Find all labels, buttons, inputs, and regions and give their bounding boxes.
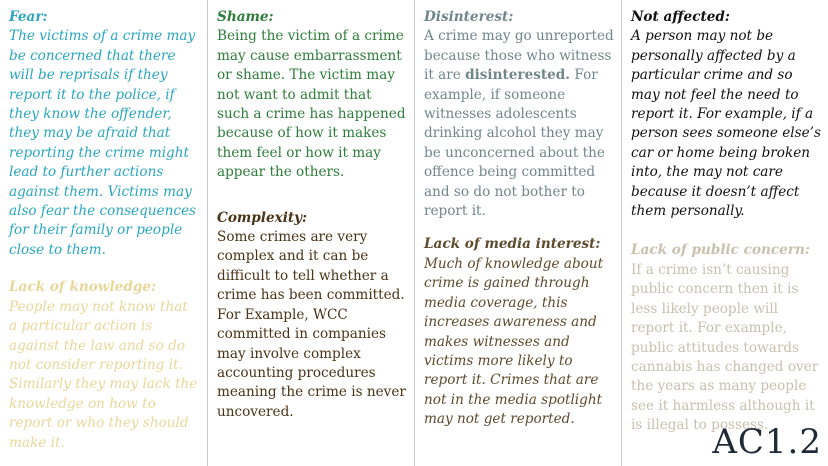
fear-heading: Fear:: [9, 9, 48, 25]
disinterest-text-after: For example, if someone witnesses adolescents drinking alcohol they may be unconcerned about the offence being committed and so do not bother to report it.: [424, 67, 605, 220]
shame-heading: Shame:: [217, 9, 274, 25]
complexity-text: Some crimes are very complex and it can be difficult to tell whether a crime has been committed. For Example, WCC committed in companies may involve complex accounting procedures meaning the crime is never uncovered.: [217, 229, 406, 420]
lack-of-public-concern-text: If a crime isn’t causing public concern then it is less likely people will report it. For example, public attitudes towards cannabis has changed over the years as many people see it harmless although it is illegal to possess.: [631, 261, 819, 434]
disinterest-heading: Disinterest:: [424, 9, 514, 25]
lack-of-media-interest-text: Much of knowledge about crime is gained through media coverage, this increases awareness and makes witnesses and victims more likely to report it. Crimes that are not in the media spotlight may not get reported.: [424, 255, 604, 428]
disinterest-section: [424, 8, 614, 221]
lack-of-media-interest-section: [424, 235, 614, 429]
complexity-heading: Complexity:: [217, 209, 308, 226]
lack-of-media-interest-heading: Lack of media interest:: [424, 236, 601, 253]
shame-text: Being the victim of a crime may cause embarrassment or shame. The victim may not want to admit that such a crime has happened because of how it makes them feel or how it may appear the others.: [217, 28, 406, 181]
lack-of-public-concern-heading: Lack of public concern:: [631, 242, 810, 259]
column-fear-knowledge: [0, 0, 207, 466]
slide-code: AC1.2: [712, 422, 822, 462]
lack-of-knowledge-section: [9, 278, 200, 453]
not-affected-heading: Not affected:: [631, 9, 730, 25]
complexity-section: [217, 209, 407, 422]
not-affected-section: [631, 8, 821, 221]
column-disinterest-media: [414, 0, 621, 466]
lack-of-public-concern-section: [631, 241, 821, 435]
shame-section: [217, 8, 407, 183]
lack-of-knowledge-heading: Lack of knowledge:: [9, 279, 157, 296]
lack-of-knowledge-text: People may not know that a particular action is against the law and so do not consider reporting it. Similarly they may lack the knowledge on how to report or who they should make it.: [9, 298, 198, 451]
column-shame-complexity: [207, 0, 414, 466]
fear-text: The victims of a crime may be concerned that there will be reprisals if they report it to the police, if they know the offender, they may be afraid that reporting the crime might lead to further actions against them. Victims may also fear the consequences for their family or people close to them.: [9, 28, 196, 258]
column-not-affected-public: [621, 0, 828, 466]
not-affected-text: A person may not be personally affected by a particular crime and so may not feel the need to report it. For example, if a person sees someone else’s car or home being broken into, the may not care because it doesn’t affect them personally.: [631, 28, 821, 220]
fear-section: [9, 8, 200, 260]
disinterest-text: [424, 27, 614, 221]
disinterest-text-before: A crime may go unreported because those who witness it are: [424, 28, 614, 84]
disinterest-emphasis: disinterested.: [465, 67, 571, 84]
